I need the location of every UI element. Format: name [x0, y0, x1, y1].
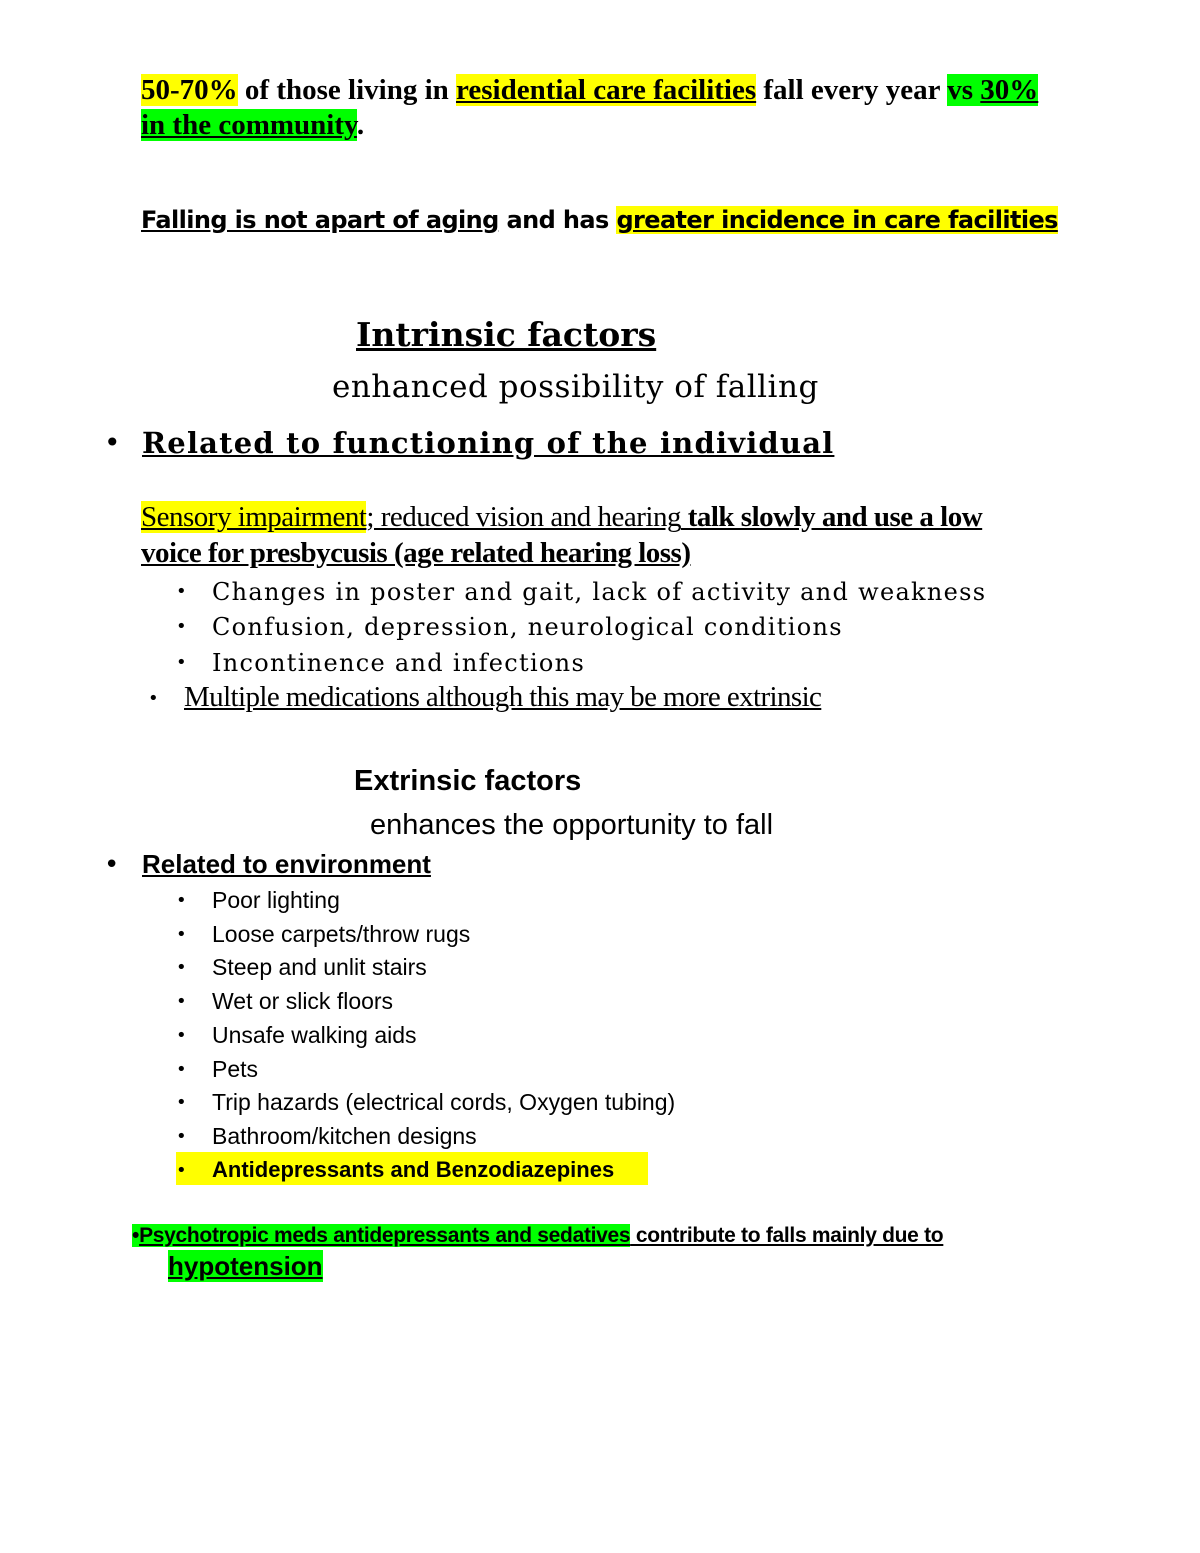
falling-not-aging: Falling is not apart of aging: [141, 206, 499, 234]
sensory-impairment-highlight: Sensory impairment: [141, 501, 367, 533]
multiple-medications-item: Multiple medications although this may be more extrinsic: [184, 681, 822, 713]
intrinsic-item: Confusion, depression, neurological conditions: [212, 613, 843, 641]
extrinsic-item: Steep and unlit stairs: [212, 954, 427, 980]
bullet-icon: •: [176, 1025, 187, 1046]
psychotropic-meds-highlight: Psychotropic meds antidepressants and sedatives: [139, 1224, 631, 1247]
hypotension-highlight: hypotension: [168, 1251, 323, 1281]
bullet-icon: •: [176, 957, 187, 978]
psychotropic-line1: [132, 1222, 943, 1250]
psychotropic-text: contribute to falls mainly due to: [630, 1224, 944, 1247]
bullet-icon: •: [104, 850, 120, 880]
bullet-icon: •: [176, 652, 187, 673]
greater-incidence-highlight: greater incidence in care facilities: [616, 206, 1058, 234]
related-environment-heading: Related to environment: [142, 849, 431, 879]
stat-paragraph-line2: [141, 108, 364, 142]
extrinsic-item: Poor lighting: [212, 887, 340, 913]
vs-highlight: vs: [947, 74, 981, 106]
bullet-icon: •: [176, 991, 187, 1012]
extrinsic-title: Extrinsic factors: [354, 765, 582, 797]
bullet-icon: •: [176, 616, 187, 637]
stat-percent-residential: 50-70%: [141, 74, 238, 106]
bullet-icon: •: [176, 1059, 187, 1080]
bullet-icon: •: [176, 1092, 187, 1113]
falling-text: and has: [498, 206, 617, 234]
bullet-icon: •: [176, 1126, 187, 1147]
extrinsic-item: Loose carpets/throw rugs: [212, 921, 471, 947]
bullet-icon: •: [176, 1160, 187, 1181]
bullet-icon: •: [176, 924, 187, 945]
stat-percent-community: 30%: [980, 74, 1039, 106]
talk-slowly-text: talk slowly and use a low: [680, 501, 983, 533]
stat-text: of those living in: [237, 74, 457, 106]
residential-care-highlight: residential care facilities: [456, 74, 757, 106]
extrinsic-item: Wet or slick floors: [212, 988, 394, 1014]
period: .: [356, 109, 365, 141]
bullet-icon: •: [176, 890, 187, 911]
stat-text: fall every year: [756, 74, 948, 106]
extrinsic-item: Trip hazards (electrical cords, Oxygen tubing): [212, 1089, 676, 1115]
stat-paragraph-line1: [141, 73, 1038, 107]
intrinsic-item: Incontinence and infections: [212, 649, 586, 677]
intrinsic-item: Changes in poster and gait, lack of activity and weakness: [212, 578, 987, 606]
bullet-icon: •: [148, 688, 159, 709]
related-functioning-heading: Related to functioning of the individual: [142, 426, 835, 460]
falling-paragraph: [141, 203, 1058, 237]
community-highlight: in the community: [141, 109, 357, 141]
extrinsic-item: Bathroom/kitchen designs: [212, 1123, 477, 1149]
antidepressants-benzodiazepines-item: Antidepressants and Benzodiazepines: [212, 1157, 615, 1182]
intrinsic-title: Intrinsic factors: [356, 315, 657, 354]
extrinsic-item: Pets: [212, 1056, 259, 1082]
bullet-icon: •: [104, 426, 121, 459]
extrinsic-item: Unsafe walking aids: [212, 1022, 417, 1048]
sensory-text: ; reduced vision and hearing: [366, 501, 681, 533]
psychotropic-bullet: •: [132, 1224, 140, 1247]
extrinsic-subtitle: enhances the opportunity to fall: [370, 809, 774, 841]
intrinsic-subtitle: enhanced possibility of falling: [332, 369, 819, 405]
sensory-line1: [141, 500, 982, 534]
sensory-line2: voice for presbycusis (age related hearing loss): [141, 537, 691, 569]
bullet-icon: •: [176, 581, 187, 602]
